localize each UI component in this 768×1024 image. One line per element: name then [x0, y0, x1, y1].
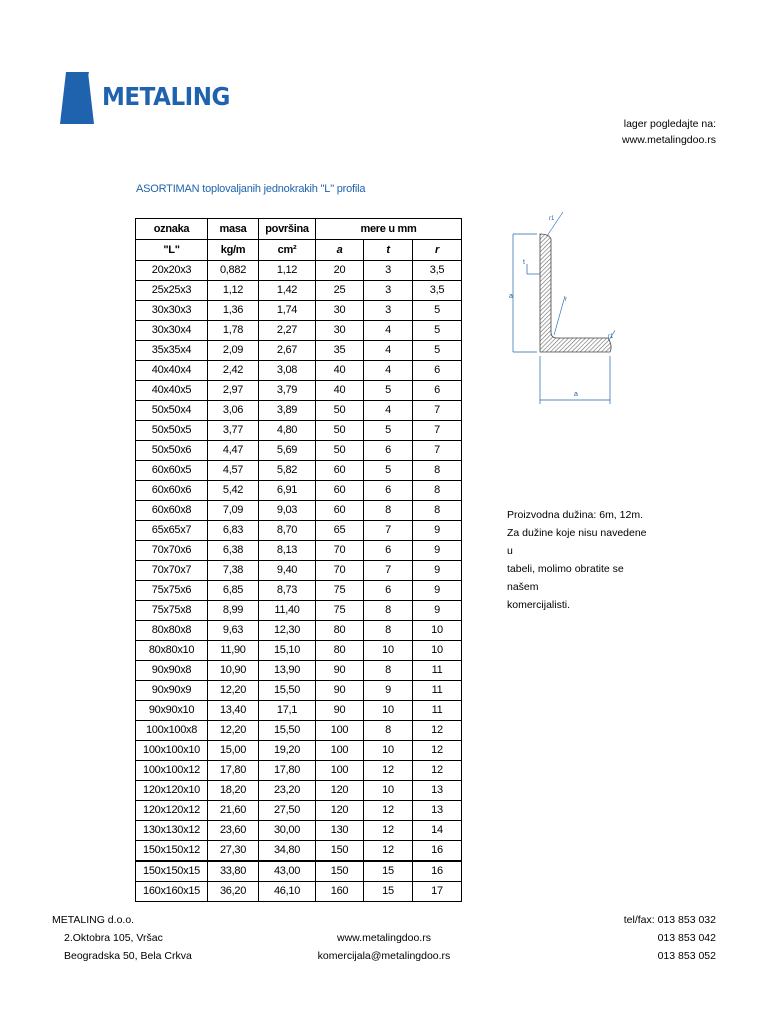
cell-masa: 6,85 [208, 581, 259, 601]
cell-r: 13 [413, 781, 462, 801]
cell-a: 30 [316, 301, 364, 321]
cell-r: 12 [413, 761, 462, 781]
table-row [136, 301, 462, 321]
production-note-line4: komercijalisti. [507, 599, 571, 611]
cell-povrsina: 5,82 [259, 461, 316, 481]
cell-t: 8 [364, 661, 413, 681]
stock-note-line1: lager pogledajte na: [623, 118, 716, 130]
cell-a: 70 [316, 561, 364, 581]
cell-t: 8 [364, 621, 413, 641]
cell-povrsina: 8,70 [259, 521, 316, 541]
table-row [136, 821, 462, 841]
cell-r: 16 [413, 841, 462, 862]
cell-a: 60 [316, 501, 364, 521]
cell-povrsina: 8,13 [259, 541, 316, 561]
table-row [136, 421, 462, 441]
cell-povrsina: 19,20 [259, 741, 316, 761]
cell-povrsina: 17,1 [259, 701, 316, 721]
l-profile-diagram [505, 206, 615, 406]
stock-website-link[interactable]: www.metalingdoo.rs [622, 134, 716, 146]
cell-oznaka: 90x90x9 [136, 681, 208, 701]
footer-address2: Beogradska 50, Bela Crkva [64, 950, 192, 962]
cell-povrsina: 6,91 [259, 481, 316, 501]
cell-oznaka: 120x120x10 [136, 781, 208, 801]
cell-oznaka: 50x50x5 [136, 421, 208, 441]
cell-r: 10 [413, 621, 462, 641]
cell-r: 12 [413, 741, 462, 761]
cell-a: 75 [316, 601, 364, 621]
dim-r1-top: r1 [549, 216, 555, 222]
cell-oznaka: 75x75x8 [136, 601, 208, 621]
cell-t: 8 [364, 501, 413, 521]
cell-a: 40 [316, 361, 364, 381]
cell-t: 4 [364, 341, 413, 361]
cell-r: 13 [413, 801, 462, 821]
footer-email-link[interactable]: komercijala@metalingdoo.rs [317, 950, 451, 962]
cell-a: 160 [316, 882, 364, 902]
cell-r: 14 [413, 821, 462, 841]
cell-r: 8 [413, 481, 462, 501]
table-row [136, 681, 462, 701]
cell-masa: 2,42 [208, 361, 259, 381]
cell-masa: 12,20 [208, 721, 259, 741]
cell-t: 7 [364, 521, 413, 541]
cell-masa: 1,36 [208, 301, 259, 321]
page-title: ASORTIMAN toplovaljanih jednokrakih "L" profila [136, 183, 366, 195]
production-note-line1: Proizvodna dužina: 6m, 12m. [507, 509, 643, 521]
cell-t: 3 [364, 261, 413, 281]
cell-oznaka: 80x80x8 [136, 621, 208, 641]
dim-r: r [565, 297, 567, 303]
cell-r: 10 [413, 641, 462, 661]
metaling-logo-icon [58, 68, 96, 124]
table-row [136, 781, 462, 801]
cell-oznaka: 100x100x10 [136, 741, 208, 761]
cell-a: 150 [316, 841, 364, 862]
footer-phones [624, 911, 716, 965]
cell-masa: 2,09 [208, 341, 259, 361]
cell-povrsina: 4,80 [259, 421, 316, 441]
cell-oznaka: 100x100x8 [136, 721, 208, 741]
cell-a: 80 [316, 641, 364, 661]
cell-oznaka: 70x70x7 [136, 561, 208, 581]
cell-masa: 27,30 [208, 841, 259, 862]
table-row [136, 381, 462, 401]
cell-oznaka: 120x120x12 [136, 801, 208, 821]
table-row [136, 561, 462, 581]
cell-a: 60 [316, 461, 364, 481]
cell-masa: 21,60 [208, 801, 259, 821]
cell-a: 50 [316, 421, 364, 441]
footer-company: METALING d.o.o. [52, 914, 135, 926]
cell-oznaka: 100x100x12 [136, 761, 208, 781]
cell-a: 35 [316, 341, 364, 361]
footer-address1: 2.Oktobra 105, Vršac [64, 932, 163, 944]
cell-povrsina: 8,73 [259, 581, 316, 601]
cell-oznaka: 20x20x3 [136, 261, 208, 281]
dim-t: t [523, 259, 525, 266]
cell-povrsina: 46,10 [259, 882, 316, 902]
cell-r: 17 [413, 882, 462, 902]
cell-masa: 5,42 [208, 481, 259, 501]
cell-oznaka: 160x160x15 [136, 882, 208, 902]
cell-povrsina: 11,40 [259, 601, 316, 621]
cell-oznaka: 150x150x15 [136, 861, 208, 882]
cell-masa: 11,90 [208, 641, 259, 661]
cell-oznaka: 70x70x6 [136, 541, 208, 561]
cell-povrsina: 1,12 [259, 261, 316, 281]
cell-a: 70 [316, 541, 364, 561]
cell-povrsina: 43,00 [259, 861, 316, 882]
cell-masa: 9,63 [208, 621, 259, 641]
company-logo [58, 68, 241, 124]
cell-oznaka: 60x60x6 [136, 481, 208, 501]
table-row [136, 882, 462, 902]
cell-oznaka: 75x75x6 [136, 581, 208, 601]
header-oznaka-sub: "L" [136, 240, 208, 261]
cell-oznaka: 80x80x10 [136, 641, 208, 661]
table-row [136, 761, 462, 781]
cell-masa: 12,20 [208, 681, 259, 701]
cell-r: 7 [413, 421, 462, 441]
table-row [136, 621, 462, 641]
cell-masa: 1,12 [208, 281, 259, 301]
production-note-line2: Za dužine koje nisu navedene u [507, 527, 647, 557]
l-profile-shape [540, 234, 611, 352]
table-row [136, 661, 462, 681]
cell-r: 7 [413, 401, 462, 421]
cell-a: 100 [316, 741, 364, 761]
cell-r: 5 [413, 301, 462, 321]
table-body [136, 261, 462, 902]
cell-r: 6 [413, 361, 462, 381]
cell-povrsina: 15,50 [259, 721, 316, 741]
cell-a: 90 [316, 681, 364, 701]
production-note-line3: tabeli, molimo obratite se našem [507, 563, 624, 593]
cell-masa: 4,47 [208, 441, 259, 461]
cell-povrsina: 17,80 [259, 761, 316, 781]
cell-oznaka: 65x65x7 [136, 521, 208, 541]
cell-masa: 23,60 [208, 821, 259, 841]
cell-povrsina: 1,74 [259, 301, 316, 321]
cell-t: 12 [364, 761, 413, 781]
header-oznaka: oznaka [136, 219, 208, 240]
cell-a: 90 [316, 661, 364, 681]
cell-t: 4 [364, 401, 413, 421]
table-row [136, 361, 462, 381]
header-r: r [413, 240, 462, 261]
cell-povrsina: 5,69 [259, 441, 316, 461]
cell-povrsina: 15,10 [259, 641, 316, 661]
table-row [136, 281, 462, 301]
footer-phone2: 013 853 042 [657, 932, 716, 944]
table-row [136, 721, 462, 741]
cell-r: 3,5 [413, 261, 462, 281]
cell-t: 12 [364, 801, 413, 821]
cell-povrsina: 23,20 [259, 781, 316, 801]
cell-a: 30 [316, 321, 364, 341]
table-row [136, 321, 462, 341]
cell-a: 130 [316, 821, 364, 841]
cell-oznaka: 60x60x5 [136, 461, 208, 481]
cell-oznaka: 50x50x6 [136, 441, 208, 461]
table-row [136, 741, 462, 761]
cell-povrsina: 9,40 [259, 561, 316, 581]
cell-r: 11 [413, 681, 462, 701]
logo-text: METALING [102, 81, 230, 111]
cell-r: 11 [413, 701, 462, 721]
cell-oznaka: 50x50x4 [136, 401, 208, 421]
cell-r: 11 [413, 661, 462, 681]
cell-masa: 36,20 [208, 882, 259, 902]
table-row [136, 641, 462, 661]
cell-r: 9 [413, 561, 462, 581]
footer-phone3: 013 853 052 [657, 950, 716, 962]
cell-masa: 0,882 [208, 261, 259, 281]
cell-r: 16 [413, 861, 462, 882]
cell-r: 9 [413, 521, 462, 541]
cell-r: 7 [413, 441, 462, 461]
cell-a: 75 [316, 581, 364, 601]
cell-oznaka: 30x30x3 [136, 301, 208, 321]
header-povrsina: površina [259, 219, 316, 240]
cell-oznaka: 90x90x8 [136, 661, 208, 681]
cell-povrsina: 3,79 [259, 381, 316, 401]
dim-a-horizontal: a [574, 391, 578, 398]
table-row [136, 801, 462, 821]
cell-masa: 10,90 [208, 661, 259, 681]
cell-r: 9 [413, 601, 462, 621]
cell-oznaka: 90x90x10 [136, 701, 208, 721]
header-mere: mere u mm [316, 219, 462, 240]
cell-masa: 1,78 [208, 321, 259, 341]
table-row [136, 861, 462, 882]
cell-t: 3 [364, 301, 413, 321]
cell-a: 90 [316, 701, 364, 721]
cell-masa: 33,80 [208, 861, 259, 882]
cell-povrsina: 2,67 [259, 341, 316, 361]
footer-telfax: tel/fax: 013 853 032 [623, 914, 716, 926]
cell-oznaka: 130x130x12 [136, 821, 208, 841]
cell-a: 100 [316, 721, 364, 741]
cell-masa: 7,09 [208, 501, 259, 521]
cell-t: 10 [364, 701, 413, 721]
cell-a: 150 [316, 861, 364, 882]
dim-a-vertical: a [509, 293, 513, 300]
cell-oznaka: 40x40x5 [136, 381, 208, 401]
cell-povrsina: 2,27 [259, 321, 316, 341]
cell-povrsina: 12,30 [259, 621, 316, 641]
footer-website-link[interactable]: www.metalingdoo.rs [337, 932, 431, 944]
cell-t: 6 [364, 581, 413, 601]
cell-t: 9 [364, 681, 413, 701]
cell-t: 10 [364, 781, 413, 801]
cell-masa: 4,57 [208, 461, 259, 481]
cell-a: 25 [316, 281, 364, 301]
cell-masa: 7,38 [208, 561, 259, 581]
cell-a: 60 [316, 481, 364, 501]
header-t: t [364, 240, 413, 261]
cell-masa: 6,83 [208, 521, 259, 541]
cell-oznaka: 35x35x4 [136, 341, 208, 361]
table-row [136, 841, 462, 862]
stock-note [622, 116, 716, 148]
cell-t: 4 [364, 321, 413, 341]
cell-r: 8 [413, 461, 462, 481]
cell-masa: 13,40 [208, 701, 259, 721]
cell-t: 15 [364, 882, 413, 902]
cell-povrsina: 13,90 [259, 661, 316, 681]
table-row [136, 581, 462, 601]
cell-a: 20 [316, 261, 364, 281]
header-masa: masa [208, 219, 259, 240]
cell-a: 100 [316, 761, 364, 781]
cell-a: 120 [316, 801, 364, 821]
cell-oznaka: 150x150x12 [136, 841, 208, 862]
cell-a: 65 [316, 521, 364, 541]
header-povrsina-unit: cm² [259, 240, 316, 261]
cell-t: 3 [364, 281, 413, 301]
cell-t: 4 [364, 361, 413, 381]
cell-oznaka: 60x60x8 [136, 501, 208, 521]
cell-r: 9 [413, 581, 462, 601]
cell-povrsina: 34,80 [259, 841, 316, 862]
cell-t: 15 [364, 861, 413, 882]
table-row [136, 401, 462, 421]
cell-a: 40 [316, 381, 364, 401]
cell-t: 8 [364, 601, 413, 621]
cell-oznaka: 40x40x4 [136, 361, 208, 381]
cell-r: 6 [413, 381, 462, 401]
cell-r: 5 [413, 321, 462, 341]
cell-t: 6 [364, 441, 413, 461]
assortment-table [135, 218, 462, 902]
table-row [136, 341, 462, 361]
production-note [507, 506, 647, 614]
cell-a: 80 [316, 621, 364, 641]
cell-povrsina: 15,50 [259, 681, 316, 701]
cell-masa: 3,06 [208, 401, 259, 421]
table-row [136, 461, 462, 481]
cell-r: 5 [413, 341, 462, 361]
cell-t: 5 [364, 461, 413, 481]
cell-r: 12 [413, 721, 462, 741]
cell-masa: 15,00 [208, 741, 259, 761]
table-row [136, 481, 462, 501]
cell-t: 5 [364, 421, 413, 441]
cell-povrsina: 3,08 [259, 361, 316, 381]
cell-t: 12 [364, 821, 413, 841]
cell-povrsina: 30,00 [259, 821, 316, 841]
cell-masa: 2,97 [208, 381, 259, 401]
cell-oznaka: 25x25x3 [136, 281, 208, 301]
table-row [136, 521, 462, 541]
cell-masa: 8,99 [208, 601, 259, 621]
table-row [136, 261, 462, 281]
cell-t: 5 [364, 381, 413, 401]
cell-oznaka: 30x30x4 [136, 321, 208, 341]
table-row [136, 501, 462, 521]
cell-masa: 18,20 [208, 781, 259, 801]
cell-masa: 6,38 [208, 541, 259, 561]
cell-povrsina: 9,03 [259, 501, 316, 521]
cell-t: 6 [364, 541, 413, 561]
cell-r: 3,5 [413, 281, 462, 301]
cell-t: 7 [364, 561, 413, 581]
cell-masa: 17,80 [208, 761, 259, 781]
header-masa-unit: kg/m [208, 240, 259, 261]
cell-r: 8 [413, 501, 462, 521]
cell-t: 10 [364, 641, 413, 661]
dim-r1-bottom: r1 [608, 334, 614, 340]
cell-masa: 3,77 [208, 421, 259, 441]
header-a: a [316, 240, 364, 261]
cell-t: 6 [364, 481, 413, 501]
cell-povrsina: 1,42 [259, 281, 316, 301]
table-row [136, 441, 462, 461]
table-row [136, 701, 462, 721]
table-row [136, 541, 462, 561]
cell-povrsina: 27,50 [259, 801, 316, 821]
cell-a: 50 [316, 401, 364, 421]
cell-t: 10 [364, 741, 413, 761]
cell-r: 9 [413, 541, 462, 561]
table-row [136, 601, 462, 621]
cell-t: 12 [364, 841, 413, 862]
cell-a: 120 [316, 781, 364, 801]
cell-a: 50 [316, 441, 364, 461]
cell-t: 8 [364, 721, 413, 741]
cell-povrsina: 3,89 [259, 401, 316, 421]
